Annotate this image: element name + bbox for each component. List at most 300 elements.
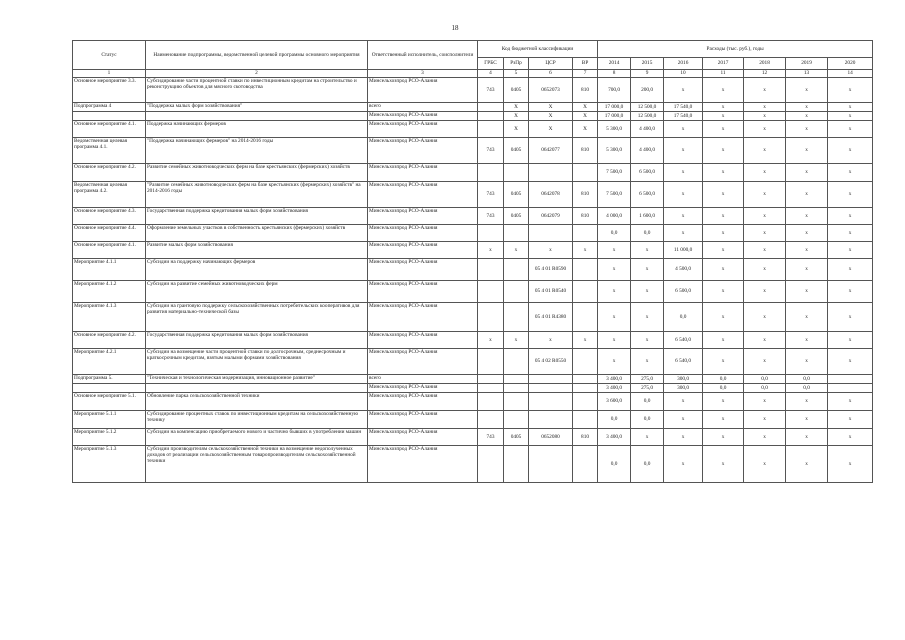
name-cell: Субсидии на грантовую поддержку сельскохозяйственных потребительских кооперативов для развития материально-технической базы [146, 303, 368, 332]
name-cell: Поддержка начинающих фермеров [146, 121, 368, 138]
csr-cell: 05 4 02 R0550 [529, 349, 573, 375]
grbs-cell [478, 112, 504, 121]
y2016-cell: х [664, 393, 703, 411]
y2019-cell: х [786, 259, 828, 281]
y2019-cell: х [786, 164, 828, 182]
csr-cell: х [529, 332, 573, 349]
y2015-cell: 275,0 [631, 384, 664, 393]
y2017-cell: х [703, 112, 744, 121]
status-cell: Мероприятие 4.1.1 [73, 259, 146, 281]
responsible-cell: Минсельхозпрод РСО-Алания [368, 121, 478, 138]
y2020-cell: х [828, 138, 873, 164]
vr-cell: 810 [573, 138, 598, 164]
y2019-cell: х [786, 138, 828, 164]
y2016-cell: х [664, 121, 703, 138]
y2020-cell: х [828, 103, 873, 112]
rzpr-cell: х [504, 332, 529, 349]
y2015-cell: х [631, 429, 664, 446]
table-row [73, 384, 873, 393]
grbs-cell: х [478, 242, 504, 259]
y2015-cell: 275,0 [631, 375, 664, 384]
table-row [73, 259, 873, 281]
y2018-cell: х [744, 259, 786, 281]
y2016-cell: 4 500,0 [664, 259, 703, 281]
status-cell: Подпрограмма 4 [73, 103, 146, 112]
y2014-cell: 5 300,0 [598, 138, 631, 164]
status-cell: Основное мероприятие 5.1. [73, 393, 146, 411]
y2016-cell: 17 540,0 [664, 103, 703, 112]
vr-cell: Х [573, 112, 598, 121]
y2015-cell: 200,0 [631, 78, 664, 103]
y2014-cell: 7 500,0 [598, 182, 631, 208]
y2018-cell: х [744, 281, 786, 303]
grbs-cell [478, 103, 504, 112]
y2017-cell: х [703, 121, 744, 138]
responsible-cell: Минсельхозпрод РСО-Алания [368, 112, 478, 121]
table-row [73, 411, 873, 429]
grbs-cell [478, 164, 504, 182]
y2020-cell: х [828, 446, 873, 483]
csr-cell: Х [529, 121, 573, 138]
vr-cell [573, 411, 598, 429]
csr-cell: Х [529, 112, 573, 121]
y2020-cell: х [828, 208, 873, 225]
header-budget-code: Код бюджетной классификации [478, 41, 598, 58]
name-cell [146, 112, 368, 121]
vr-cell [573, 225, 598, 242]
y2014-cell: 7 500,0 [598, 164, 631, 182]
y2018-cell: х [744, 112, 786, 121]
y2018-cell: 0,0 [744, 384, 786, 393]
responsible-cell: Минсельхозпрод РСО-Алания [368, 446, 478, 483]
y2020-cell: х [828, 242, 873, 259]
y2015-cell: х [631, 303, 664, 332]
status-cell: Основное мероприятие 4.2. [73, 164, 146, 182]
csr-cell [529, 164, 573, 182]
y2017-cell: х [703, 138, 744, 164]
y2014-cell: 17 000,0 [598, 112, 631, 121]
rzpr-cell: 0405 [504, 429, 529, 446]
name-cell: Субсидии на поддержку начинающих фермеров [146, 259, 368, 281]
csr-cell [529, 411, 573, 429]
column-number: 14 [828, 70, 873, 78]
y2015-cell: 0,0 [631, 411, 664, 429]
column-number: 8 [598, 70, 631, 78]
y2016-cell: х [664, 446, 703, 483]
y2018-cell: х [744, 332, 786, 349]
y2018-cell: х [744, 182, 786, 208]
y2016-cell: 6 500,0 [664, 281, 703, 303]
csr-cell: 0642079 [529, 208, 573, 225]
y2018-cell: х [744, 121, 786, 138]
y2017-cell: х [703, 349, 744, 375]
y2020-cell: х [828, 411, 873, 429]
csr-cell: 05 4 01 R4380 [529, 303, 573, 332]
y2019-cell: х [786, 242, 828, 259]
status-cell: Основное мероприятие 4.1. [73, 121, 146, 138]
responsible-cell: Минсельхозпрод РСО-Алания [368, 349, 478, 375]
status-cell: Основное мероприятие 4.4. [73, 225, 146, 242]
vr-cell [573, 349, 598, 375]
vr-cell [573, 384, 598, 393]
header-subcolumn: 2014 [598, 58, 631, 70]
y2015-cell: 4 400,0 [631, 138, 664, 164]
y2015-cell: х [631, 332, 664, 349]
grbs-cell [478, 259, 504, 281]
column-number: 3 [368, 70, 478, 78]
y2014-cell: 0,0 [598, 225, 631, 242]
column-number: 6 [529, 70, 573, 78]
table-row [73, 103, 873, 112]
y2020-cell: х [828, 164, 873, 182]
vr-cell: 810 [573, 429, 598, 446]
header-subcolumn: РзПр [504, 58, 529, 70]
rzpr-cell [504, 411, 529, 429]
y2018-cell: х [744, 303, 786, 332]
y2015-cell: 12 500,0 [631, 112, 664, 121]
y2017-cell: х [703, 446, 744, 483]
header-subcolumn: ГРБС [478, 58, 504, 70]
y2020-cell: х [828, 112, 873, 121]
status-cell [73, 384, 146, 393]
rzpr-cell: 0405 [504, 138, 529, 164]
y2014-cell: 3 400,0 [598, 429, 631, 446]
y2017-cell: х [703, 225, 744, 242]
y2018-cell: х [744, 349, 786, 375]
column-number: 7 [573, 70, 598, 78]
y2016-cell: 0,0 [664, 303, 703, 332]
rzpr-cell: Х [504, 121, 529, 138]
vr-cell: х [573, 242, 598, 259]
y2017-cell: х [703, 393, 744, 411]
status-cell: Мероприятие 5.1.1 [73, 411, 146, 429]
grbs-cell [478, 349, 504, 375]
page-number: 18 [451, 24, 459, 32]
table-row [73, 164, 873, 182]
table-row [73, 446, 873, 483]
csr-cell: Х [529, 103, 573, 112]
y2019-cell: х [786, 303, 828, 332]
y2017-cell: х [703, 182, 744, 208]
y2016-cell: х [664, 164, 703, 182]
y2018-cell: х [744, 242, 786, 259]
name-cell: "Техническая и технологическая модернизация, инновационное развитие" [146, 375, 368, 384]
y2020-cell: х [828, 303, 873, 332]
responsible-cell: Минсельхозпрод РСО-Алания [368, 182, 478, 208]
y2017-cell: 0,0 [703, 384, 744, 393]
rzpr-cell [504, 393, 529, 411]
csr-cell: 0642077 [529, 138, 573, 164]
name-cell: Развитие малых форм хозяйствования [146, 242, 368, 259]
y2017-cell: х [703, 259, 744, 281]
rzpr-cell [504, 225, 529, 242]
vr-cell [573, 446, 598, 483]
table-row [73, 332, 873, 349]
header-subcolumn: 2017 [703, 58, 744, 70]
name-cell: Субсидии на компенсацию приобретаемого нового и частично бывших в употреблении машин [146, 429, 368, 446]
column-number: 2 [146, 70, 368, 78]
y2018-cell: х [744, 225, 786, 242]
vr-cell: Х [573, 103, 598, 112]
y2019-cell: х [786, 225, 828, 242]
column-number: 12 [744, 70, 786, 78]
y2020-cell: х [828, 332, 873, 349]
y2016-cell: х [664, 138, 703, 164]
name-cell: Оформление земельных участков в собственность крестьянских (фермерских) хозяйств [146, 225, 368, 242]
table-row [73, 225, 873, 242]
table-row [73, 121, 873, 138]
y2014-cell: 3 400,0 [598, 384, 631, 393]
responsible-cell: Минсельхозпрод РСО-Алания [368, 411, 478, 429]
grbs-cell [478, 411, 504, 429]
y2016-cell: х [664, 411, 703, 429]
table-row [73, 78, 873, 103]
header-expenses: Расходы (тыс. руб.), годы [598, 41, 873, 58]
column-number: 10 [664, 70, 703, 78]
csr-cell: 0652080 [529, 429, 573, 446]
y2020-cell: х [828, 225, 873, 242]
y2015-cell: х [631, 349, 664, 375]
status-cell: Мероприятие 4.1.2 [73, 281, 146, 303]
name-cell: Субсидии производителям сельскохозяйственной техники на возмещение недополученных доходов от реализации сельскохозяйственным товаропроизводителям сельскохозяйственной техники [146, 446, 368, 483]
y2015-cell: 0,0 [631, 446, 664, 483]
y2015-cell: 12 500,0 [631, 103, 664, 112]
column-number: 13 [786, 70, 828, 78]
y2020-cell [828, 375, 873, 384]
y2014-cell: х [598, 259, 631, 281]
header-subcolumn: ЦСР [529, 58, 573, 70]
header-subcolumn: 2020 [828, 58, 873, 70]
grbs-cell: 743 [478, 78, 504, 103]
y2015-cell: 0,0 [631, 393, 664, 411]
header-subcolumn: 2018 [744, 58, 786, 70]
rzpr-cell [504, 164, 529, 182]
y2019-cell: х [786, 446, 828, 483]
vr-cell: 810 [573, 182, 598, 208]
rzpr-cell: 0405 [504, 208, 529, 225]
y2016-cell: х [664, 182, 703, 208]
name-cell: Государственная поддержка кредитования малых форм хозяйствования [146, 332, 368, 349]
responsible-cell: Минсельхозпрод РСО-Алания [368, 138, 478, 164]
y2014-cell: х [598, 281, 631, 303]
y2018-cell: х [744, 429, 786, 446]
y2015-cell: х [631, 242, 664, 259]
status-cell: Основное мероприятие 3.3. [73, 78, 146, 103]
y2019-cell: х [786, 349, 828, 375]
table-row [73, 303, 873, 332]
grbs-cell: 743 [478, 208, 504, 225]
responsible-cell: Минсельхозпрод РСО-Алания [368, 429, 478, 446]
rzpr-cell [504, 446, 529, 483]
y2016-cell: 300,0 [664, 375, 703, 384]
status-cell: Мероприятие 5.1.3 [73, 446, 146, 483]
y2017-cell: х [703, 411, 744, 429]
status-cell: Ведомственная целевая программа 4.2. [73, 182, 146, 208]
y2020-cell: х [828, 429, 873, 446]
csr-cell: 05 4 01 R0590 [529, 259, 573, 281]
status-cell [73, 112, 146, 121]
vr-cell: 810 [573, 208, 598, 225]
rzpr-cell: х [504, 242, 529, 259]
y2015-cell: 6 500,0 [631, 182, 664, 208]
responsible-cell: Минсельхозпрод РСО-Алания [368, 384, 478, 393]
grbs-cell [478, 121, 504, 138]
y2015-cell: 0,0 [631, 225, 664, 242]
name-cell: "Поддержка начинающих фермеров" на 2014-2016 годы [146, 138, 368, 164]
responsible-cell: всего [368, 103, 478, 112]
y2016-cell: 300,0 [664, 384, 703, 393]
y2014-cell: 3 600,0 [598, 393, 631, 411]
y2019-cell: х [786, 121, 828, 138]
responsible-cell: Минсельхозпрод РСО-Алания [368, 78, 478, 103]
csr-cell: х [529, 242, 573, 259]
y2014-cell: х [598, 332, 631, 349]
y2017-cell: х [703, 303, 744, 332]
y2019-cell: х [786, 78, 828, 103]
table-row [73, 242, 873, 259]
grbs-cell [478, 225, 504, 242]
y2020-cell [828, 384, 873, 393]
y2017-cell: х [703, 103, 744, 112]
y2019-cell: х [786, 332, 828, 349]
y2019-cell: х [786, 393, 828, 411]
grbs-cell: х [478, 332, 504, 349]
y2020-cell: х [828, 121, 873, 138]
y2016-cell: х [664, 208, 703, 225]
header-responsible: Ответственный исполнитель, соисполнители [368, 41, 478, 70]
responsible-cell: Минсельхозпрод РСО-Алания [368, 303, 478, 332]
y2017-cell: х [703, 164, 744, 182]
y2014-cell: 0,0 [598, 411, 631, 429]
y2014-cell: 17 000,0 [598, 103, 631, 112]
grbs-cell [478, 393, 504, 411]
header-status: Статус [73, 41, 146, 70]
y2019-cell: х [786, 103, 828, 112]
rzpr-cell: 0405 [504, 182, 529, 208]
header-subcolumn: 2019 [786, 58, 828, 70]
vr-cell [573, 303, 598, 332]
grbs-cell [478, 446, 504, 483]
rzpr-cell: Х [504, 103, 529, 112]
y2015-cell: х [631, 259, 664, 281]
grbs-cell: 743 [478, 429, 504, 446]
csr-cell: 05 4 01 R0540 [529, 281, 573, 303]
y2016-cell: 17 540,0 [664, 112, 703, 121]
responsible-cell: Минсельхозпрод РСО-Алания [368, 225, 478, 242]
y2014-cell: 700,0 [598, 78, 631, 103]
budget-table [72, 40, 873, 483]
responsible-cell: Минсельхозпрод РСО-Алания [368, 332, 478, 349]
grbs-cell [478, 375, 504, 384]
y2017-cell: х [703, 332, 744, 349]
responsible-cell: Минсельхозпрод РСО-Алания [368, 259, 478, 281]
y2017-cell: 0,0 [703, 375, 744, 384]
vr-cell: х [573, 332, 598, 349]
vr-cell: 810 [573, 78, 598, 103]
csr-cell: 0652073 [529, 78, 573, 103]
y2020-cell: х [828, 78, 873, 103]
vr-cell [573, 375, 598, 384]
grbs-cell [478, 303, 504, 332]
y2014-cell: х [598, 303, 631, 332]
column-number: 4 [478, 70, 504, 78]
y2019-cell: 0,0 [786, 384, 828, 393]
y2016-cell: 11 000,0 [664, 242, 703, 259]
name-cell: Обновление парка сельскохозяйственной техники [146, 393, 368, 411]
status-cell: Основное мероприятие 4.2. [73, 332, 146, 349]
y2018-cell: х [744, 446, 786, 483]
vr-cell [573, 281, 598, 303]
csr-cell [529, 446, 573, 483]
table-row [73, 182, 873, 208]
responsible-cell: Минсельхозпрод РСО-Алания [368, 164, 478, 182]
y2020-cell: х [828, 281, 873, 303]
y2016-cell: 6 540,0 [664, 332, 703, 349]
vr-cell [573, 164, 598, 182]
y2018-cell: 0,0 [744, 375, 786, 384]
name-cell: Государственная поддержка кредитования малых форм хозяйствования [146, 208, 368, 225]
y2018-cell: х [744, 411, 786, 429]
column-number: 11 [703, 70, 744, 78]
table-row [73, 281, 873, 303]
y2018-cell: х [744, 138, 786, 164]
grbs-cell: 743 [478, 138, 504, 164]
responsible-cell: всего [368, 375, 478, 384]
table-row [73, 349, 873, 375]
name-cell: Субсидии на возмещение части процентной ставки по долгосрочным, среднесрочным и краткосрочным кредитам, взятым малыми формами хозяйствования [146, 349, 368, 375]
csr-cell [529, 375, 573, 384]
name-cell: Субсидии на развитие семейных животноводческих ферм [146, 281, 368, 303]
name-cell [146, 384, 368, 393]
table-row [73, 393, 873, 411]
header-subcolumn: 2015 [631, 58, 664, 70]
y2016-cell: х [664, 429, 703, 446]
y2017-cell: х [703, 281, 744, 303]
status-cell: Основное мероприятие 4.1. [73, 242, 146, 259]
rzpr-cell [504, 375, 529, 384]
y2019-cell: х [786, 411, 828, 429]
name-cell: Субсидирование процентных ставок по инвестиционным кредитам на сельскохозяйственную технику [146, 411, 368, 429]
column-number: 1 [73, 70, 146, 78]
grbs-cell: 743 [478, 182, 504, 208]
csr-cell: 0642078 [529, 182, 573, 208]
grbs-cell [478, 281, 504, 303]
responsible-cell: Минсельхозпрод РСО-Алания [368, 208, 478, 225]
rzpr-cell: 0405 [504, 78, 529, 103]
csr-cell [529, 384, 573, 393]
y2020-cell: х [828, 393, 873, 411]
responsible-cell: Минсельхозпрод РСО-Алания [368, 281, 478, 303]
y2020-cell: х [828, 182, 873, 208]
y2014-cell: 4 000,0 [598, 208, 631, 225]
status-cell: Мероприятие 4.1.3 [73, 303, 146, 332]
table-row [73, 138, 873, 164]
header-subcolumn: 2016 [664, 58, 703, 70]
table-row [73, 208, 873, 225]
vr-cell [573, 259, 598, 281]
rzpr-cell [504, 303, 529, 332]
rzpr-cell [504, 349, 529, 375]
column-number: 9 [631, 70, 664, 78]
table-row [73, 375, 873, 384]
table-row [73, 429, 873, 446]
header-subcolumn: ВР [573, 58, 598, 70]
y2019-cell: х [786, 281, 828, 303]
rzpr-cell [504, 281, 529, 303]
y2014-cell: 3 400,0 [598, 375, 631, 384]
y2018-cell: х [744, 208, 786, 225]
name-cell: "Развитие семейных животноводческих ферм на базе крестьянских (фермерских) хозяйств" на 2014-2016 годы [146, 182, 368, 208]
